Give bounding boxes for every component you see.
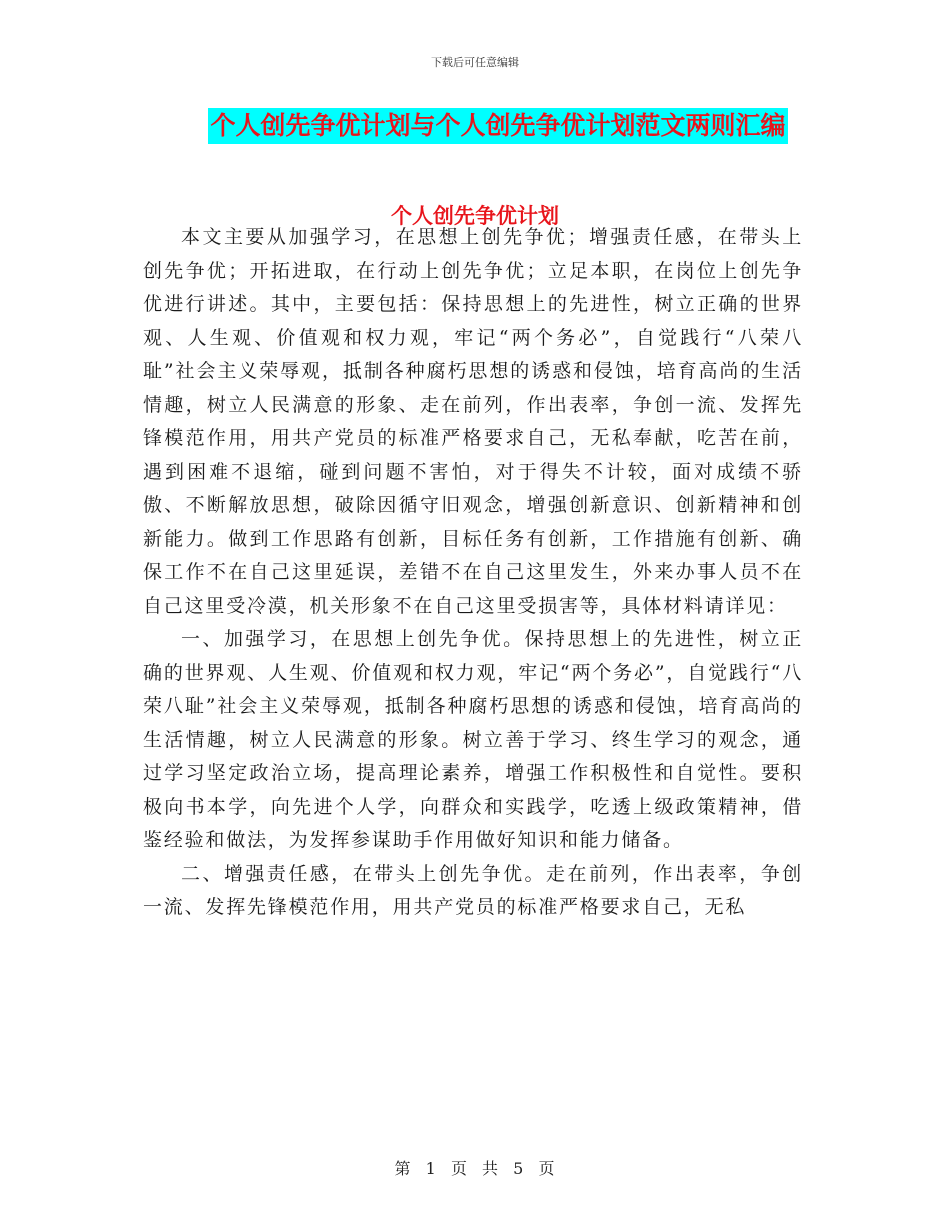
page-footer	[0, 1156, 950, 1179]
footer-prefix: 第	[394, 1159, 412, 1178]
footer-total-label: 共	[482, 1159, 500, 1178]
footer-page-label: 页	[450, 1159, 468, 1178]
document-title-container	[0, 108, 950, 144]
document-body	[143, 221, 803, 925]
footer-total-pages: 5	[513, 1159, 525, 1178]
footer-page-number: 1	[425, 1159, 437, 1178]
document-title: 个人创先争优计划与个人创先争优计划范文两则汇编	[208, 108, 787, 144]
section-title: 个人创先争优计划	[391, 203, 559, 228]
body-paragraph-intro: 本文主要从加强学习，在思想上创先争优；增强责任感，在带头上创先争优；开拓进取，在行动上创先争优；立足本职，在岗位上创先争优进行讲述。其中，主要包括：保持思想上的先进性，树立正确的世界观、人生观、价值观和权力观，牢记“两个务必”，自觉践行“八荣八耻”社会主义荣辱观，抵制各种腐朽思想的诱惑和侵蚀，培育高尚的生活情趣，树立人民满意的形象、走在前列，作出表率，争创一流、发挥先锋模范作用，用共产党员的标准严格要求自己，无私奉献，吃苦在前，遇到困难不退缩，碰到问题不害怕，对于得失不计较，面对成绩不骄傲、不断解放思想，破除因循守旧观念，增强创新意识、创新精神和创新能力。做到工作思路有创新，目标任务有创新，工作措施有创新、确保工作不在自己这里延误，差错不在自己这里发生，外来办事人员不在自己这里受冷漠，机关形象不在自己这里受损害等，具体材料请详见：	[143, 226, 803, 617]
body-paragraph-one: 一、加强学习，在思想上创先争优。保持思想上的先进性，树立正确的世界观、人生观、价值观和权力观，牢记“两个务必”，自觉践行“八荣八耻”社会主义荣辱观，抵制各种腐朽思想的诱惑和侵蚀，培育高尚的生活情趣，树立人民满意的形象。树立善于学习、终生学习的观念，通过学习坚定政治立场，提高理论素养，增强工作积极性和自觉性。要积极向书本学，向先进个人学，向群众和实践学，吃透上级政策精神，借鉴经验和做法，为发挥参谋助手作用做好知识和能力储备。	[143, 628, 803, 851]
body-paragraph-two: 二、增强责任感，在带头上创先争优。走在前列，作出表率，争创一流、发挥先锋模范作用，用共产党员的标准严格要求自己，无私	[143, 862, 803, 918]
footer-suffix: 页	[538, 1159, 556, 1178]
page-header-note: 下载后可任意编辑	[431, 56, 519, 69]
